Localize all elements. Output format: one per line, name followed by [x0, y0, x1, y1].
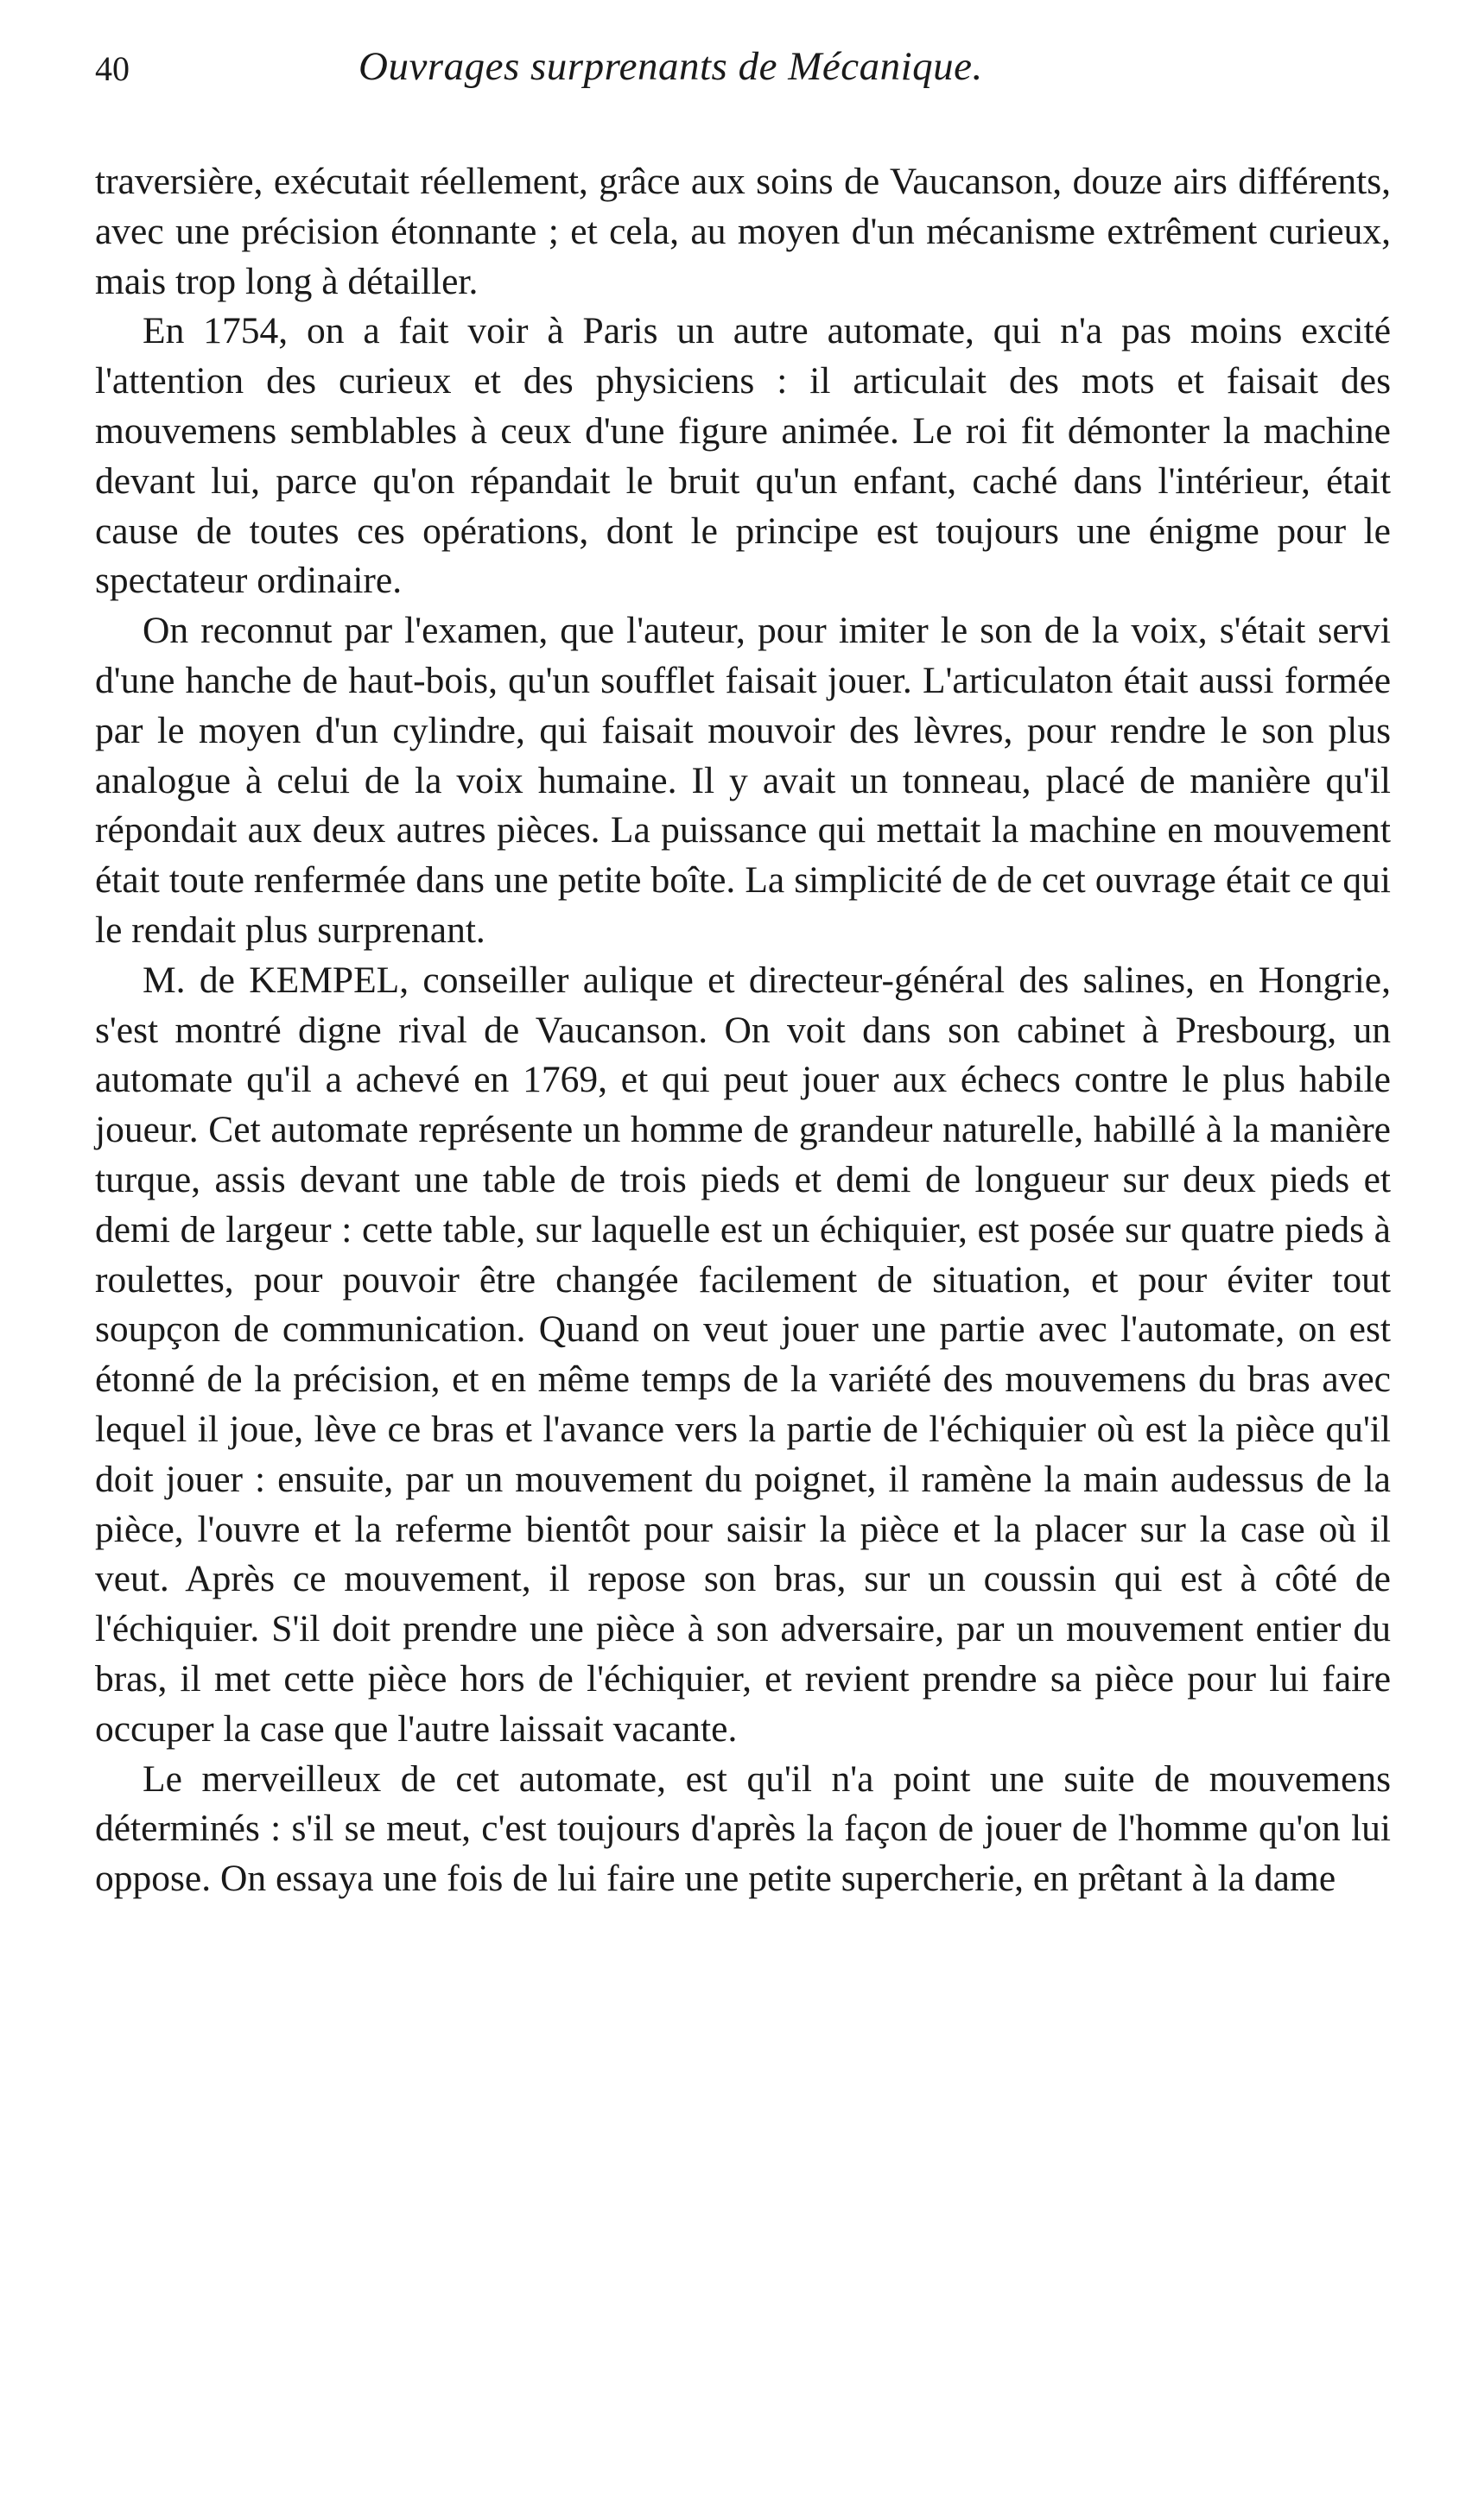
paragraph: Le merveilleux de cet automate, est qu'il n'a point une suite de mouvemens déterminés : s'il se meut, c'est toujours d'après la façon de jouer de l'homme qu'on lui oppose. On essaya une fois de lui faire une petite supercherie, en prêtant à la dame: [95, 1757, 1391, 1900]
page-number: 40: [95, 49, 130, 88]
running-head: [95, 43, 1391, 104]
paragraph: On reconnut par l'examen, que l'auteur, pour imiter le son de la voix, s'était servi d'une hanche de haut-bois, qu'un soufflet faisait jouer. L'articulaton était aussi formée par le moyen d'un cylindre, qui faisait mouvoir des lèvres, pour rendre le son plus analogue à celui de la voix humaine. Il y avait un tonneau, placé de manière qu'il répondait aux deux autres pièces. La puissance qui mettait la machine en mouvement était toute renfermée dans une petite boîte. La simplicité de de cet ouvrage était ce qui le rendait plus surprenant.: [95, 610, 1391, 951]
body-text: [95, 157, 1391, 1904]
paragraph: M. de KEMPEL, conseiller aulique et directeur-général des salines, en Hongrie, s'est montré digne rival de Vaucanson. On voit dans son cabinet à Presbourg, un automate qu'il a achevé en 1769, et qui peut jouer aux échecs contre le plus habile joueur. Cet automate représente un homme de grandeur naturelle, habillé à la manière turque, assis devant une table de trois pieds et demi de longueur sur deux pieds et demi de largeur : cette table, sur laquelle est un échiquier, est posée sur quatre pieds à roulettes, pour pouvoir être changée facilement de situation, et pour éviter tout soupçon de communication. Quand on veut jouer une partie avec l'automate, on est étonné de la précision, et en même temps de la variété des mouvemens du bras avec lequel il joue, lève ce bras et l'avance vers la partie de l'échiquier où est la pièce qu'il doit jouer : ensuite, par un mouvement du poignet, il ramène la main audessus de la pièce, l'ouvre et la referme bientôt pour saisir la pièce et la placer sur la case où il veut. Après ce mouvement, il repose son bras, sur un coussin qui est à côté de l'échiquier. S'il doit prendre une pièce à son adversaire, par un mouvement entier du bras, il met cette pièce hors de l'échiquier, et revient prendre sa pièce pour lui faire occuper la case que l'autre laissait vacante.: [95, 959, 1391, 1750]
paragraph: traversière, exécutait réellement, grâce aux soins de Vaucanson, douze airs différents, avec une précision étonnante ; et cela, au moyen d'un mécanisme extrêment curieux, mais trop long à détailler.: [95, 161, 1391, 302]
paragraph: En 1754, on a fait voir à Paris un autre automate, qui n'a pas moins excité l'attention des curieux et des physiciens : il articulait des mots et faisait des mouvemens semblables à ceux d'une figure animée. Le roi fit démonter la machine devant lui, parce qu'on répandait le bruit qu'un enfant, caché dans l'intérieur, était cause de toutes ces opérations, dont le principe est toujours une énigme pour le spectateur ordinaire.: [95, 310, 1391, 602]
book-page: [95, 43, 1391, 1904]
running-title: Ouvrages surprenants de Mécanique.: [358, 44, 983, 89]
